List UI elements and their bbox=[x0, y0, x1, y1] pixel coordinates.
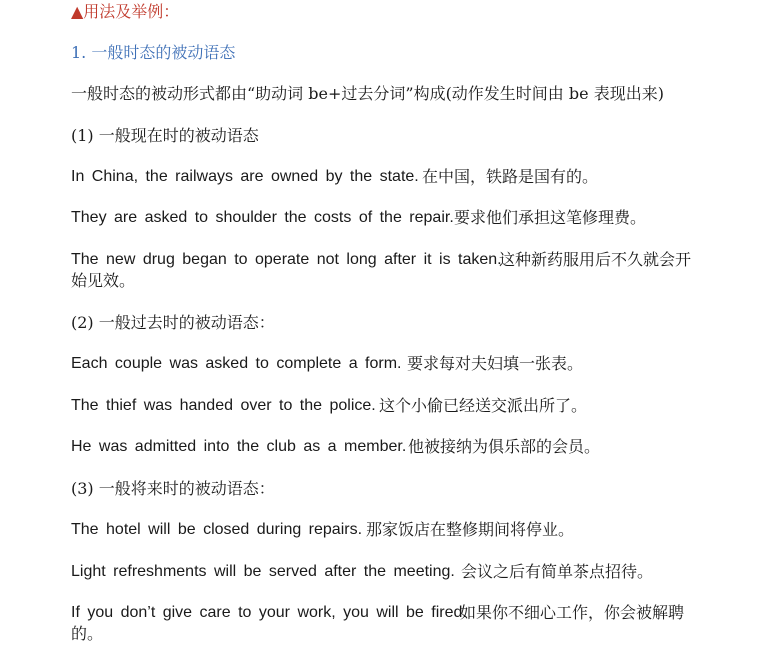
example-en-2: They are asked to shoulder the costs of the repair. bbox=[71, 209, 454, 226]
example-cn-6: 他被接纳为俱乐部的会员。 bbox=[408, 437, 601, 456]
example-cn-5: 这个小偷已经送交派出所了。 bbox=[379, 396, 588, 415]
example-cn-2: 要求他们承担这笔修理费。 bbox=[454, 208, 647, 227]
usage-heading: ▲用法及举例： bbox=[71, 2, 180, 21]
example-cn-4: 要求每对夫妇填一张表。 bbox=[407, 354, 584, 373]
example-cn-1: 在中国，铁路是国有的。 bbox=[422, 167, 599, 186]
example-cn-3 bbox=[499, 249, 699, 270]
example-en-9: If you don’t give care to your work, you will be fired. bbox=[71, 604, 467, 621]
example-en-1: In China, the railways are owned by the state. bbox=[71, 168, 419, 185]
example-en-8: Light refreshments will be served after the meeting. bbox=[71, 563, 455, 580]
intro-text: 一般时态的被动形式都由“助动词 be+过去分词”构成(动作发生时间由 be 表现出来) bbox=[71, 84, 664, 103]
example-en-6: He was admitted into the club as a member. bbox=[71, 438, 407, 455]
example-cn-9-text-continued: 的。 bbox=[71, 624, 104, 643]
subheading-present: (1) 一般现在时的被动语态 bbox=[71, 126, 259, 145]
example-cn-8: 会议之后有简单茶点招待。 bbox=[461, 562, 654, 581]
example-cn-9 bbox=[460, 602, 710, 623]
example-en-3: The new drug began to operate not long after it is taken. bbox=[71, 251, 502, 268]
example-cn-7: 那家饭店在整修期间将停业。 bbox=[366, 520, 575, 539]
example-cn-3-text: 这种新药服用后不久就会开 bbox=[499, 250, 692, 269]
example-en-7: The hotel will be closed during repairs. bbox=[71, 521, 363, 538]
example-en-4: Each couple was asked to complete a form. bbox=[71, 355, 402, 372]
section-title: 1. 一般时态的被动语态 bbox=[71, 43, 236, 62]
example-cn-3-text-continued: 始见效。 bbox=[71, 271, 136, 290]
example-en-5: The thief was handed over to the police. bbox=[71, 397, 376, 414]
subheading-past: (2) 一般过去时的被动语态： bbox=[71, 313, 275, 332]
subheading-future: (3) 一般将来时的被动语态： bbox=[71, 479, 275, 498]
example-cn-9-text: 如果你不细心工作，你会被解聘 bbox=[460, 603, 685, 622]
